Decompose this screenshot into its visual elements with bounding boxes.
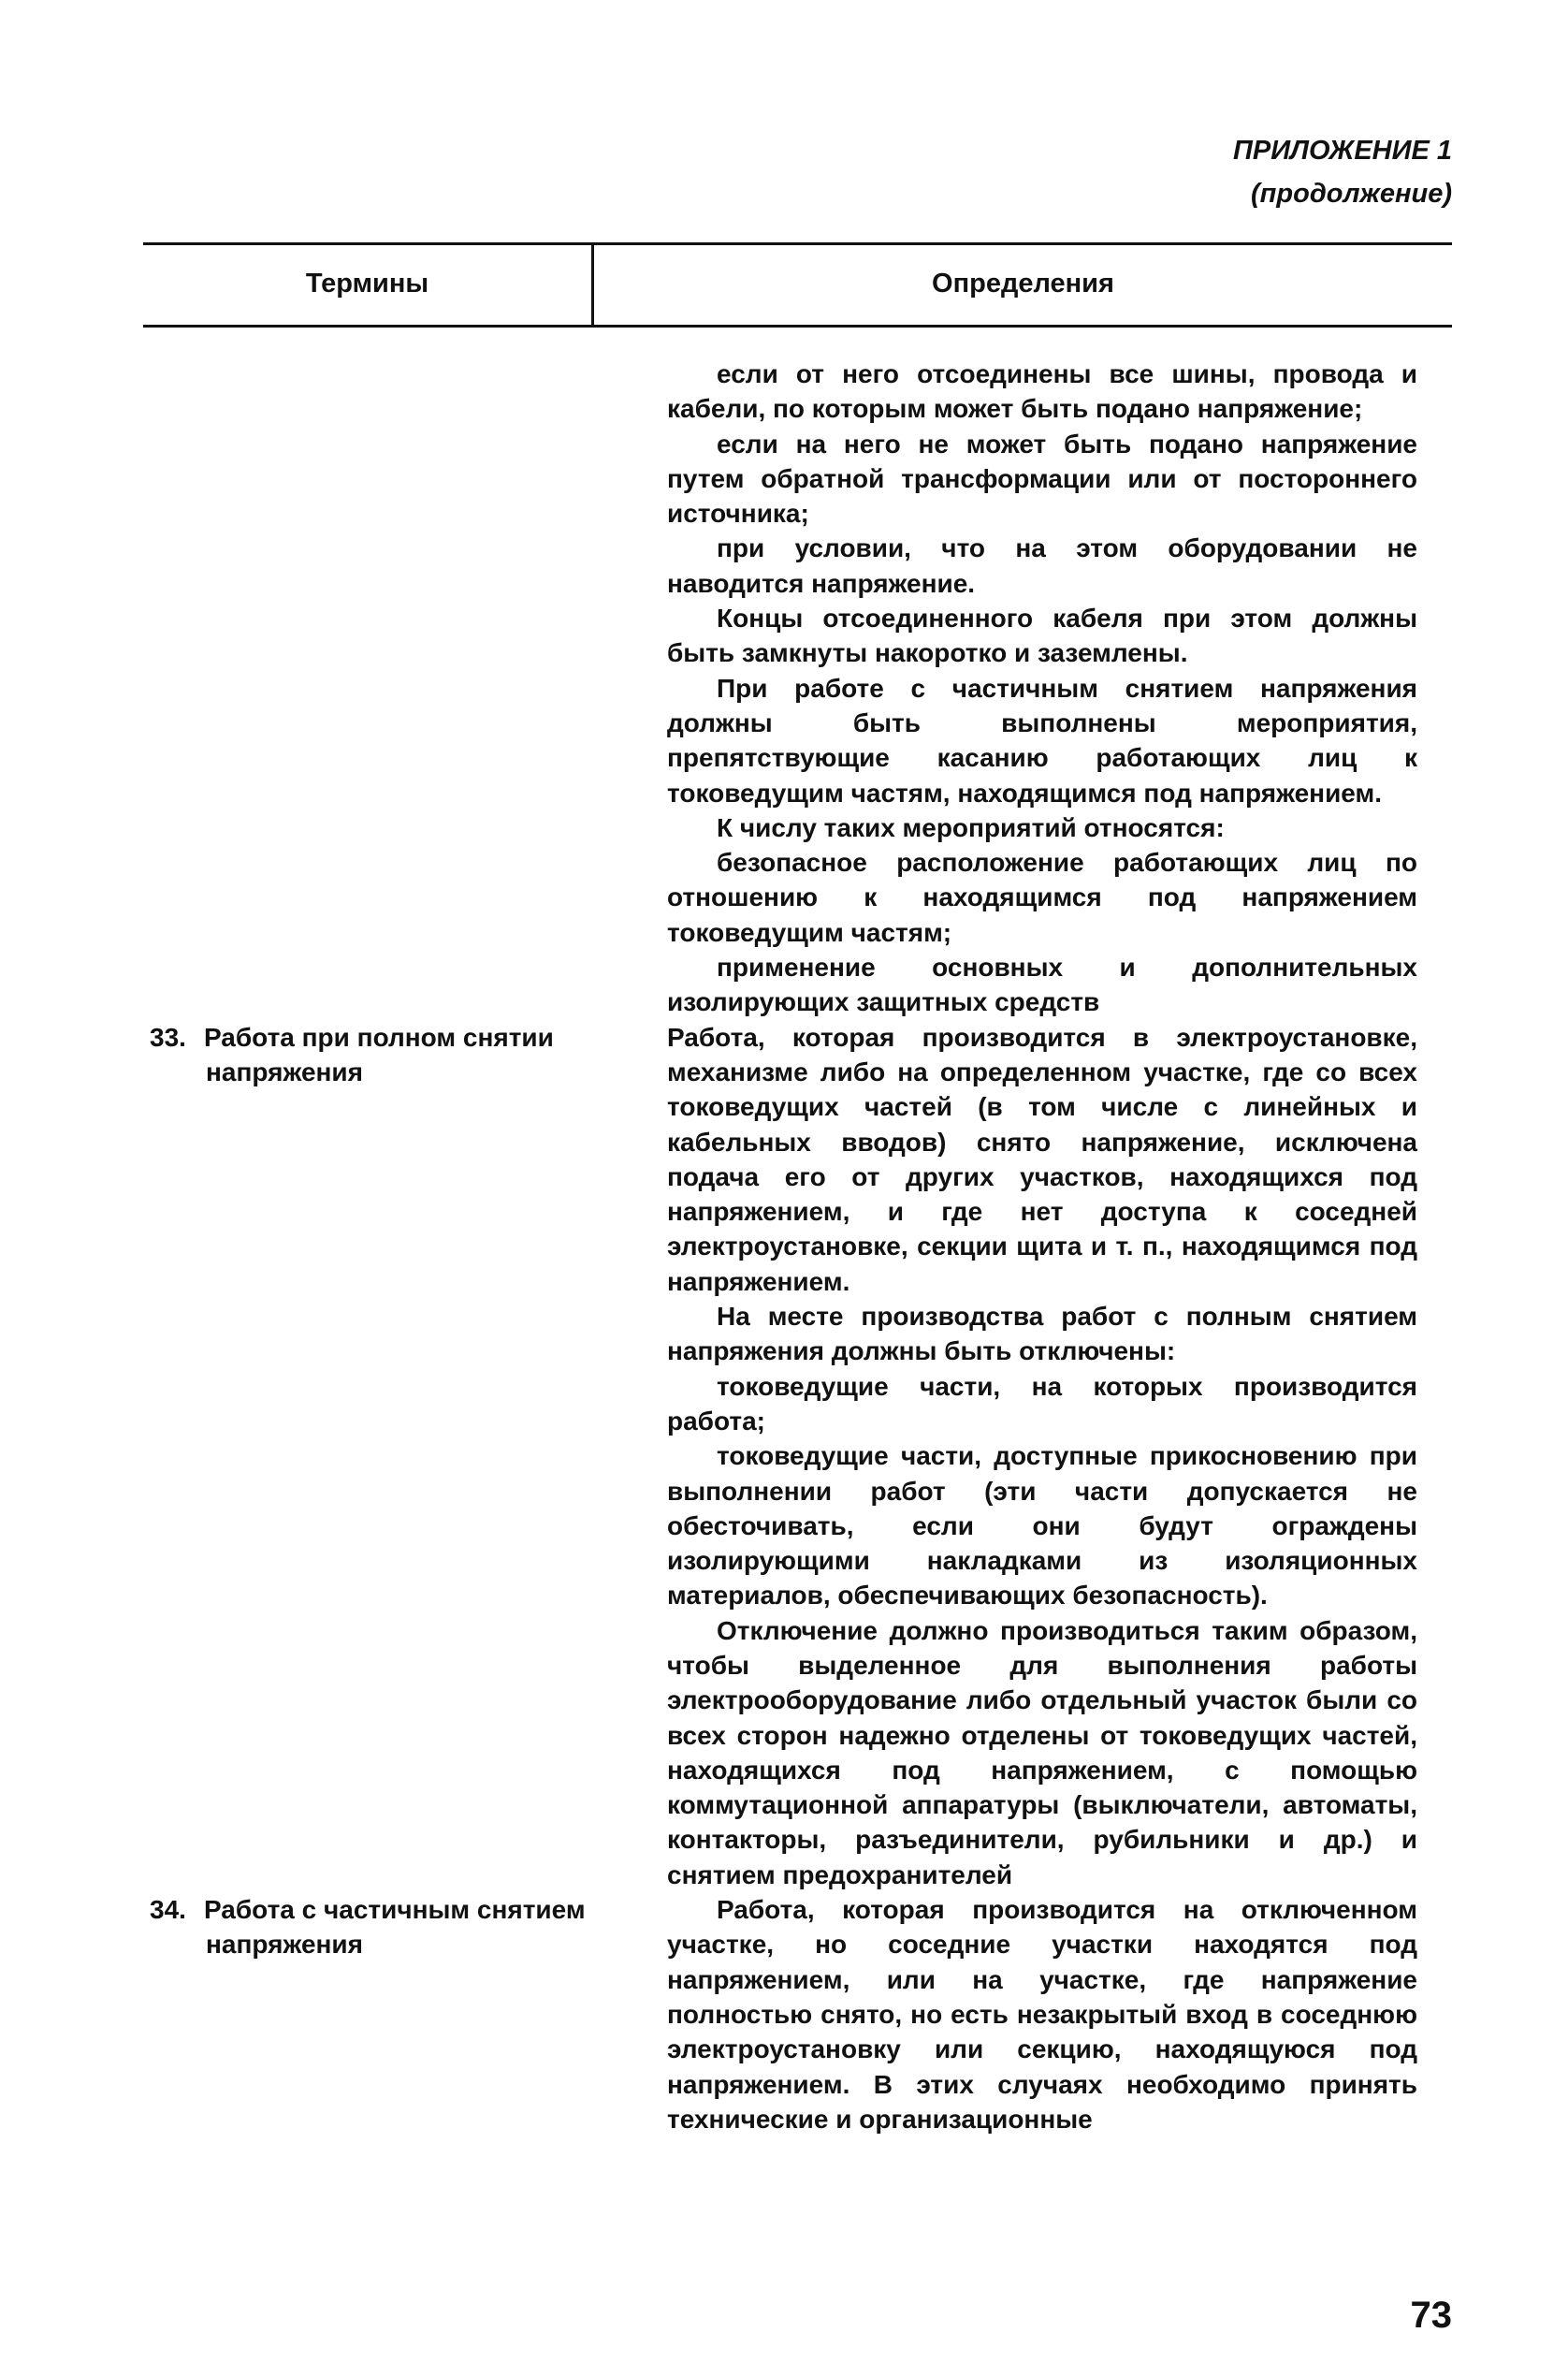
- term-number: 33.: [150, 1022, 186, 1052]
- term-title-continued: напряжения: [206, 1930, 363, 1960]
- term-entry-34: [150, 1892, 617, 1962]
- definition-paragraph: безопасное расположение работающих лиц по отношению к находящимся под напряжением токоведущим частям;: [667, 848, 1417, 947]
- page-number: 73: [1410, 2295, 1452, 2336]
- appendix-title: ПРИЛОЖЕНИЕ 1: [1233, 136, 1452, 166]
- term-entry-33: [150, 1020, 617, 1090]
- entry-34-definition-paragraph: Работа, которая производится на отключенном участке, но соседние участки находятся под напряжением, или на участке, где напряжение полностью снято, но есть незакрытый вход в соседнюю электроустановку или секцию, находящуюся под напряжением. В этих случаях необходимо принять технические и организационные: [667, 1895, 1417, 2134]
- definition-paragraph: при условии, что на этом оборудовании не наводится напряжение.: [667, 533, 1417, 598]
- term-title: Работа с частичным снятием: [204, 1895, 586, 1925]
- entry-33-definition-paragraph: На месте производства работ с полным снятием напряжения должны быть отключены:: [667, 1302, 1417, 1366]
- entry-33-definition-paragraph: токоведущие части, на которых производится работа;: [667, 1371, 1417, 1436]
- term-title-continued: напряжения: [206, 1057, 363, 1086]
- appendix-heading: [1233, 129, 1452, 215]
- definition-paragraph: если от него отсоединены все шины, провода и кабели, по которым может быть подано напряжение;: [667, 359, 1417, 424]
- entry-33-definition-paragraph: Отключение должно производиться таким образом, чтобы выделенное для выполнения работы электрооборудование либо отдельный участок были со всех сторон надежно отделены от токоведущих частей, находящихся под напряжением, с помощью коммутационной аппаратуры (выключатели, автоматы, контакторы, разъединители, рубильники и др.) и снятием предохранителей: [667, 1615, 1417, 1889]
- column-header-terms: Термины: [305, 269, 429, 299]
- definition-paragraph: К числу таких мероприятий относятся:: [717, 812, 1225, 842]
- definition-paragraph: При работе с частичным снятием напряжения должны быть выполнены мероприятия, препятствующие касанию работающих лиц к токоведущим частям, находящимся под напряжением.: [667, 673, 1417, 808]
- column-header-definitions: Определения: [932, 269, 1114, 299]
- table-header-rule: [143, 325, 1452, 328]
- definition-paragraph: применение основных и дополнительных изолирующих защитных средств: [667, 953, 1417, 1017]
- term-number: 34.: [150, 1895, 186, 1925]
- entry-33-definition-paragraph: Работа, которая производится в электроустановке, механизме либо на определенном участке, где со всех токоведущих частей (в том числе с линейных и кабельных вводов) снято напряжение, исключена подача его от других участков, находящихся под напряжением, и где нет доступа к соседней электроустановке, секции щита и т. п., находящимся под напряжением.: [667, 1022, 1417, 1296]
- entry-33-definition-paragraph: токоведущие части, доступные прикосновению при выполнении работ (эти части допускается не обесточивать, если они будут ограждены изолирующими накладками из изоляционных материалов, обеспечивающих безопасность).: [667, 1441, 1417, 1611]
- definition-paragraph: Концы отсоединенного кабеля при этом должны быть замкнуты накоротко и заземлены.: [667, 604, 1417, 668]
- definition-paragraph: если на него не может быть подано напряжение путем обратной трансформации или от постороннего источника;: [667, 429, 1417, 529]
- definitions-column: [667, 357, 1417, 2136]
- appendix-continuation: (продолжение): [1251, 179, 1452, 209]
- table-top-rule: [143, 242, 1452, 245]
- term-title: Работа при полном снятии: [204, 1022, 554, 1052]
